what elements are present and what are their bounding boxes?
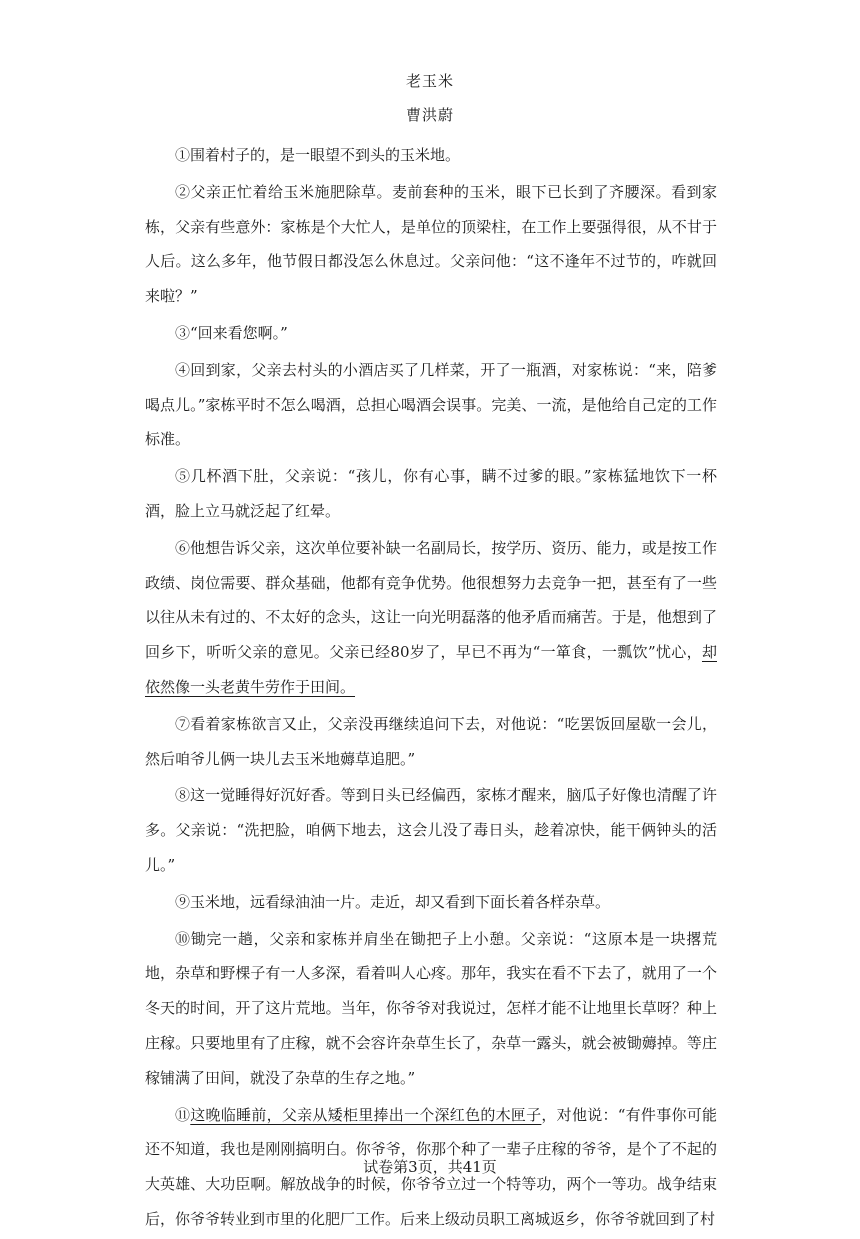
paragraph	[145, 175, 717, 314]
paragraph-text: ⑤几杯酒下肚，父亲说：“孩儿，你有心事，瞒不过爹的眼。”家栋猛地饮下一杯酒，脸上立马就泛起了红晕。	[145, 467, 717, 520]
paragraph-text: ⑥他想告诉父亲，这次单位要补缺一名副局长，按学历、资历、能力，或是按工作政绩、岗位需要、群众基础，他都有竞争优势。他很想努力去竞争一把，甚至有了一些以往从未有过的、不太好的念头，这让一向光明磊落的他矛盾而痛苦。于是，他想到了回乡下，听听父亲的意见。父亲已经80岁了，早已不再为“一箪食，一瓢饮”忧心，	[145, 538, 717, 662]
underlined-text: 却依然像一头老黄牛劳作于田间。	[145, 643, 717, 696]
paragraph	[145, 885, 717, 920]
paragraph	[145, 459, 717, 529]
paragraph-text: ⑧这一觉睡得好沉好香。等到日头已经偏西，家栋才醒来，脑瓜子好像也清醒了许多。父亲说：“洗把脸，咱俩下地去，这会儿没了毒日头，趁着凉快，能干俩钟头的活儿。”	[145, 786, 717, 874]
paragraph-text: ⑦看着家栋欲言又止，父亲没再继续追问下去，对他说：“吃罢饭回屋歇一会儿，然后咱爷儿俩一块儿去玉米地薅草追肥。”	[145, 714, 717, 768]
paragraph-text: ⑨玉米地，远看绿油油一片。走近，却又看到下面长着各样杂草。	[175, 892, 611, 911]
paragraph	[145, 316, 717, 351]
paragraph	[145, 707, 717, 777]
paragraph-text: ⑩锄完一趟，父亲和家栋并肩坐在锄把子上小憩。父亲说：“这原本是一块撂荒地，杂草和野棵子有一人多深，看着叫人心疼。那年，我实在看不下去了，就用了一个冬天的时间，开了这片荒地。当年，你爷爷对我说过，怎样才能不让地里长草呀？种上庄稼。只要地里有了庄稼，就不会容许杂草生长了，杂草一露头，就会被锄薅掉。等庄稼铺满了田间，就没了杂草的生存之地。”	[145, 929, 717, 1087]
page-footer: 试卷第3页，共41页	[363, 1158, 497, 1176]
article-body	[145, 138, 717, 1239]
paragraph-text: ③“回来看您啊。”	[175, 323, 288, 342]
paragraph	[145, 138, 717, 173]
paragraph-text: ，对他说：“有件事你可能还不知道，我也是刚刚搞明白。你爷爷，你那个种了一辈子庄稼的爷爷，是个了不起的大英雄、大功臣啊。解放战争的时候，你爷爷立过一个特等功，两个一等功。战争结束后，你爷爷转业到市里的化肥厂工作。后来上级动员职工离城返乡，你爷爷就回到了村	[145, 1105, 717, 1228]
article-author: 曹洪蔚	[405, 106, 454, 124]
article-title: 老玉米	[405, 72, 454, 90]
paragraph-text: ④回到家，父亲去村头的小酒店买了几样菜，开了一瓶酒，对家栋说：“来，陪爹喝点儿。”家栋平时不怎么喝酒，总担心喝酒会误事。完美、一流，是他给自己定的工作标准。	[145, 360, 717, 449]
paragraph-text: ②父亲正忙着给玉米施肥除草。麦前套种的玉米，眼下已长到了齐腰深。看到家栋，父亲有些意外：家栋是个大忙人，是单位的顶梁柱，在工作上要强得很，从不甘于人后。这么多年，他节假日都没怎么休息过。父亲问他：“这不逢年不过节的，咋就回来啦？”	[145, 182, 717, 306]
paragraph	[145, 778, 717, 882]
paragraph-text: ⑪	[175, 1105, 191, 1124]
underlined-text: 这晚临睡前，父亲从矮柜里捧出一个深红色的木匣子	[190, 1105, 542, 1124]
paragraph	[145, 353, 717, 457]
paragraph	[145, 531, 717, 705]
paragraph	[145, 922, 717, 1096]
paragraph-text: ①围着村子的，是一眼望不到头的玉米地。	[175, 146, 461, 164]
